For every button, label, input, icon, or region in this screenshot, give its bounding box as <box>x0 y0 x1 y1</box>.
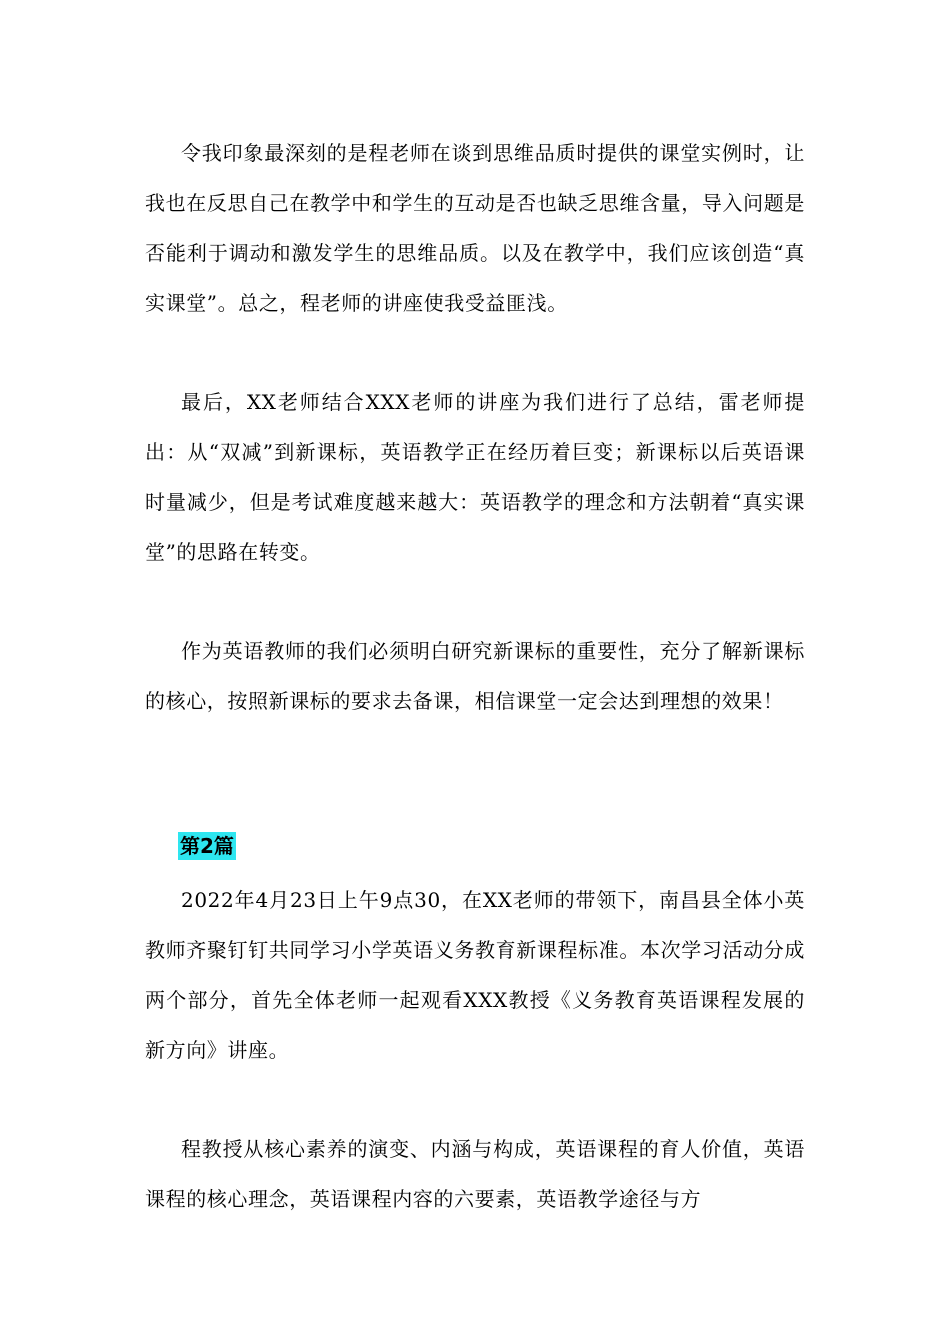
paragraph-lecture-content: 程教授从核心素养的演变、内涵与构成，英语课程的育人价值，英语课程的核心理念，英语课程内容的六要素，英语教学途径与方 <box>145 1137 805 1211</box>
paragraph-conclusion: 作为英语教师的我们必须明白研究新课标的重要性，充分了解新课标的核心，按照新课标的要求去备课，相信课堂一定会达到理想的效果！ <box>145 639 805 713</box>
paragraph-reflection: 令我印象最深刻的是程老师在谈到思维品质时提供的课堂实例时，让我也在反思自己在教学中和学生的互动是否也缺乏思维含量，导入问题是否能利于调动和激发学生的思维品质。以及在教学中，我们应该创造“真实课堂”。总之，程老师的讲座使我受益匪浅。 <box>145 141 805 315</box>
paragraph-event-intro: 2022年4月23日上午9点30，在XX老师的带领下，南昌县全体小英教师齐聚钉钉共同学习小学英语义务教育新课程标准。本次学习活动分成两个部分，首先全体老师一起观看XXX教授《义务教育英语课程发展的新方向》讲座。 <box>145 888 805 1062</box>
section-heading: 第2篇 <box>180 834 234 858</box>
paragraph-summary: 最后，XX老师结合XXX老师的讲座为我们进行了总结，雷老师提出：从“双减”到新课标，英语教学正在经历着巨变；新课标以后英语课时量减少，但是考试难度越来越大：英语教学的理念和方法朝着“真实课堂”的思路在转变。 <box>145 390 805 564</box>
